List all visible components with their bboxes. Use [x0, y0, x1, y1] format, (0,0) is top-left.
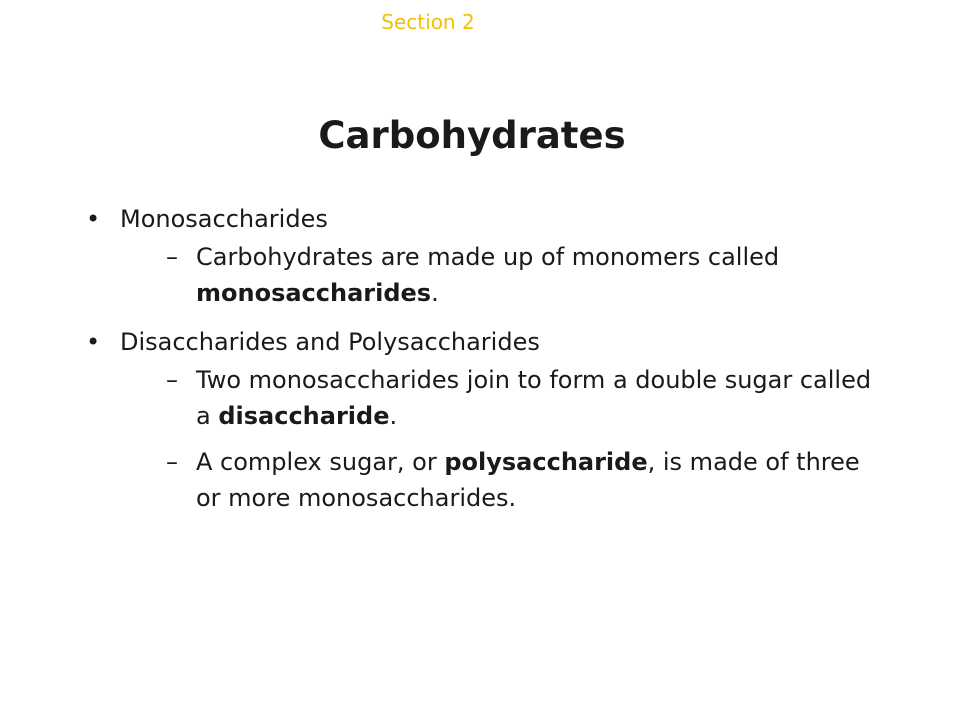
sub-item-text: Carbohydrates are made up of monomers called [196, 243, 780, 271]
sub-item [120, 239, 886, 311]
bullet-list [86, 199, 886, 527]
sub-item-bold-term: polysaccharide [444, 448, 648, 476]
sub-item-text: Two monosaccharides join to form a double sugar called a [196, 366, 872, 430]
sub-item-text-end: . [431, 279, 439, 307]
dash-icon: – [166, 366, 178, 394]
dash-icon: – [166, 448, 178, 476]
dash-icon: – [166, 243, 178, 271]
sub-item-bold-term: monosaccharides [196, 279, 432, 307]
bullet-text: Disaccharides and Polysaccharides [120, 328, 540, 356]
bullet-text: Monosaccharides [120, 205, 328, 233]
sub-item-bold-term: disaccharide [218, 402, 390, 430]
sub-list [120, 362, 886, 516]
sub-item [120, 444, 886, 516]
bullet-icon: • [86, 205, 101, 233]
bullet-item-disaccharides-polysaccharides [86, 322, 886, 516]
sub-list [120, 239, 886, 311]
slide-title: Carbohydrates [318, 114, 626, 157]
bullet-item-monosaccharides [86, 199, 886, 311]
section-label: Section 2 [381, 10, 475, 34]
sub-item-text-end: , is made of three or more monosaccharides. [196, 448, 860, 512]
sub-item [120, 362, 886, 434]
sub-item-text-end: . [389, 402, 398, 430]
bullet-icon: • [86, 328, 101, 356]
sub-item-text: A complex sugar, or [196, 448, 445, 476]
